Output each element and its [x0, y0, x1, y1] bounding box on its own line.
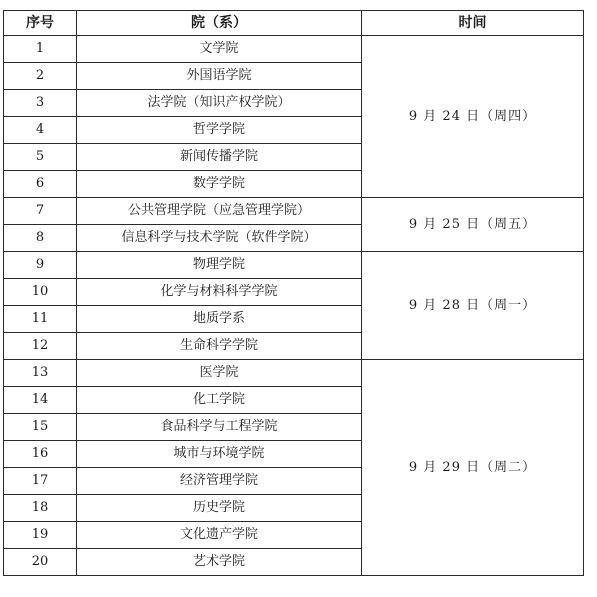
row-index: 7 [4, 198, 77, 225]
row-index: 20 [4, 549, 77, 576]
row-index: 3 [4, 90, 77, 117]
row-college: 文学院 [77, 36, 362, 63]
row-index: 12 [4, 333, 77, 360]
row-index: 9 [4, 252, 77, 279]
table-row [4, 198, 584, 225]
row-college: 公共管理学院（应急管理学院） [77, 198, 362, 225]
row-college: 艺术学院 [77, 549, 362, 576]
row-college: 化工学院 [77, 387, 362, 414]
row-index: 5 [4, 144, 77, 171]
row-index: 1 [4, 36, 77, 63]
row-index: 11 [4, 306, 77, 333]
row-college: 法学院（知识产权学院） [77, 90, 362, 117]
row-college: 生命科学学院 [77, 333, 362, 360]
row-index: 14 [4, 387, 77, 414]
row-college: 哲学学院 [77, 117, 362, 144]
row-index: 17 [4, 468, 77, 495]
row-index: 19 [4, 522, 77, 549]
time-cell: 9 月 29 日（周二） [362, 360, 584, 576]
table-row [4, 36, 584, 63]
row-college: 食品科学与工程学院 [77, 414, 362, 441]
row-college: 地质学系 [77, 306, 362, 333]
header-row [4, 11, 584, 36]
row-college: 物理学院 [77, 252, 362, 279]
row-index: 8 [4, 225, 77, 252]
row-index: 2 [4, 63, 77, 90]
row-index: 15 [4, 414, 77, 441]
table-row [4, 360, 584, 387]
row-index: 13 [4, 360, 77, 387]
row-college: 文化遗产学院 [77, 522, 362, 549]
row-college: 历史学院 [77, 495, 362, 522]
row-college: 城市与环境学院 [77, 441, 362, 468]
row-index: 6 [4, 171, 77, 198]
row-index: 16 [4, 441, 77, 468]
row-index: 10 [4, 279, 77, 306]
row-index: 18 [4, 495, 77, 522]
time-cell: 9 月 24 日（周四） [362, 36, 584, 198]
row-college: 化学与材料科学学院 [77, 279, 362, 306]
time-cell: 9 月 28 日（周一） [362, 252, 584, 360]
schedule-table [3, 10, 584, 576]
table-row [4, 252, 584, 279]
header-college: 院（系） [77, 11, 362, 36]
header-time: 时间 [362, 11, 584, 36]
row-index: 4 [4, 117, 77, 144]
row-college: 新闻传播学院 [77, 144, 362, 171]
row-college: 外国语学院 [77, 63, 362, 90]
row-college: 信息科学与技术学院（软件学院） [77, 225, 362, 252]
header-index: 序号 [4, 11, 77, 36]
time-cell: 9 月 25 日（周五） [362, 198, 584, 252]
row-college: 数学学院 [77, 171, 362, 198]
row-college: 经济管理学院 [77, 468, 362, 495]
row-college: 医学院 [77, 360, 362, 387]
